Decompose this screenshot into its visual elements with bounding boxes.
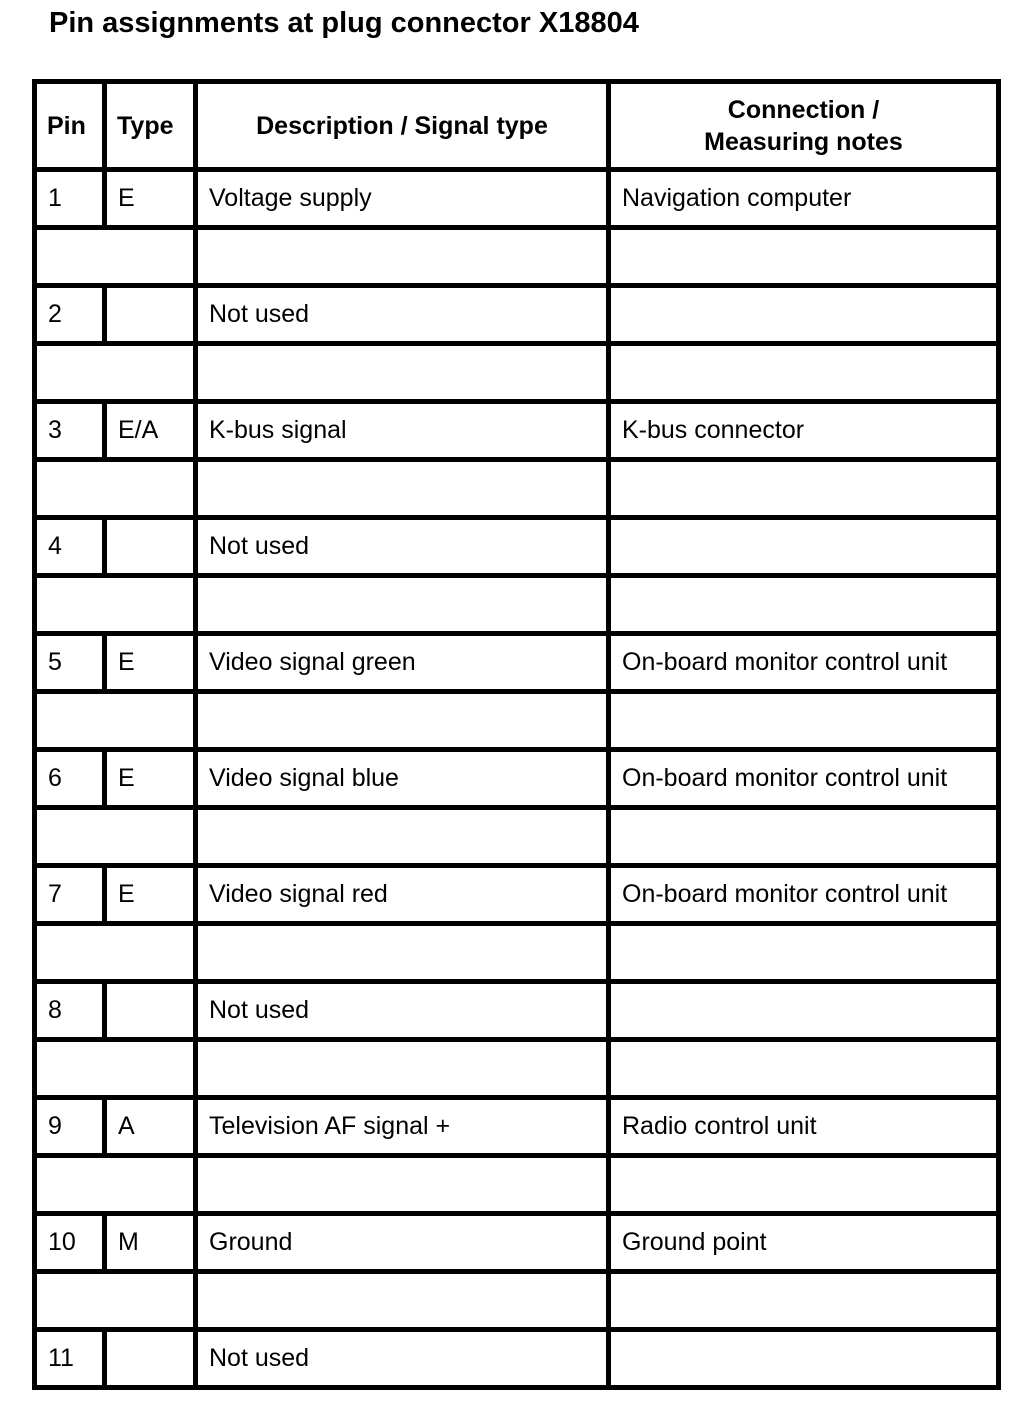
cell-description: Not used xyxy=(196,982,609,1040)
spacer-cell xyxy=(609,1040,999,1098)
cell-type: E xyxy=(105,634,196,692)
header-type: Type xyxy=(105,82,196,170)
header-pin: Pin xyxy=(35,82,105,170)
table-header-row xyxy=(35,82,999,170)
table-row xyxy=(35,634,999,692)
spacer-cell xyxy=(196,924,609,982)
cell-type: E xyxy=(105,170,196,228)
spacer-cell xyxy=(35,924,196,982)
spacer-cell xyxy=(196,692,609,750)
spacer-row xyxy=(35,1156,999,1214)
spacer-row xyxy=(35,692,999,750)
cell-connection xyxy=(609,286,999,344)
cell-connection xyxy=(609,1330,999,1388)
spacer-cell xyxy=(609,924,999,982)
cell-type xyxy=(105,1330,196,1388)
table-row xyxy=(35,1214,999,1272)
cell-connection: Ground point xyxy=(609,1214,999,1272)
cell-description: Video signal green xyxy=(196,634,609,692)
cell-type: E xyxy=(105,750,196,808)
cell-type: A xyxy=(105,1098,196,1156)
cell-pin: 11 xyxy=(35,1330,105,1388)
spacer-row xyxy=(35,924,999,982)
cell-type: E/A xyxy=(105,402,196,460)
cell-description: Video signal red xyxy=(196,866,609,924)
spacer-cell xyxy=(35,692,196,750)
table-row xyxy=(35,866,999,924)
cell-connection: On-board monitor control unit xyxy=(609,750,999,808)
cell-pin: 7 xyxy=(35,866,105,924)
spacer-cell xyxy=(609,808,999,866)
cell-connection: K-bus connector xyxy=(609,402,999,460)
cell-pin: 9 xyxy=(35,1098,105,1156)
spacer-cell xyxy=(35,1272,196,1330)
table-row xyxy=(35,982,999,1040)
table-row xyxy=(35,750,999,808)
cell-pin: 6 xyxy=(35,750,105,808)
spacer-cell xyxy=(196,576,609,634)
spacer-cell xyxy=(196,1040,609,1098)
cell-type xyxy=(105,286,196,344)
table-row xyxy=(35,1098,999,1156)
spacer-row xyxy=(35,576,999,634)
table-row xyxy=(35,286,999,344)
table-row xyxy=(35,170,999,228)
spacer-cell xyxy=(196,460,609,518)
spacer-cell xyxy=(196,808,609,866)
cell-type: E xyxy=(105,866,196,924)
cell-pin: 10 xyxy=(35,1214,105,1272)
cell-description: Television AF signal + xyxy=(196,1098,609,1156)
spacer-cell xyxy=(35,576,196,634)
header-connection-line2: Measuring notes xyxy=(704,127,903,156)
cell-description: K-bus signal xyxy=(196,402,609,460)
spacer-cell xyxy=(35,1040,196,1098)
header-description: Description / Signal type xyxy=(196,82,609,170)
cell-connection: On-board monitor control unit xyxy=(609,634,999,692)
spacer-cell xyxy=(609,576,999,634)
spacer-row xyxy=(35,460,999,518)
cell-description: Voltage supply xyxy=(196,170,609,228)
spacer-cell xyxy=(609,228,999,286)
cell-pin: 1 xyxy=(35,170,105,228)
cell-connection xyxy=(609,518,999,576)
table-row xyxy=(35,518,999,576)
spacer-cell xyxy=(609,344,999,402)
table-row xyxy=(35,402,999,460)
table-row xyxy=(35,1330,999,1388)
spacer-cell xyxy=(35,228,196,286)
spacer-cell xyxy=(609,1272,999,1330)
cell-connection: Navigation computer xyxy=(609,170,999,228)
spacer-row xyxy=(35,228,999,286)
cell-connection xyxy=(609,982,999,1040)
spacer-row xyxy=(35,344,999,402)
spacer-cell xyxy=(196,228,609,286)
spacer-cell xyxy=(35,808,196,866)
spacer-cell xyxy=(35,1156,196,1214)
cell-description: Not used xyxy=(196,286,609,344)
cell-type: M xyxy=(105,1214,196,1272)
header-connection-line1: Connection / xyxy=(727,95,880,124)
header-connection xyxy=(609,82,999,170)
page-title: Pin assignments at plug connector X18804 xyxy=(49,7,639,39)
spacer-cell xyxy=(196,1272,609,1330)
spacer-cell xyxy=(35,460,196,518)
cell-type xyxy=(105,982,196,1040)
cell-description: Video signal blue xyxy=(196,750,609,808)
cell-pin: 8 xyxy=(35,982,105,1040)
cell-description: Not used xyxy=(196,1330,609,1388)
cell-connection: On-board monitor control unit xyxy=(609,866,999,924)
cell-pin: 2 xyxy=(35,286,105,344)
table-body xyxy=(35,170,999,1388)
spacer-cell xyxy=(609,460,999,518)
spacer-cell xyxy=(196,344,609,402)
pin-assignment-table xyxy=(32,79,1001,1390)
cell-pin: 5 xyxy=(35,634,105,692)
cell-description: Not used xyxy=(196,518,609,576)
spacer-cell xyxy=(609,1156,999,1214)
cell-pin: 4 xyxy=(35,518,105,576)
spacer-cell xyxy=(35,344,196,402)
spacer-cell xyxy=(196,1156,609,1214)
cell-description: Ground xyxy=(196,1214,609,1272)
cell-pin: 3 xyxy=(35,402,105,460)
cell-type xyxy=(105,518,196,576)
spacer-row xyxy=(35,808,999,866)
spacer-cell xyxy=(609,692,999,750)
spacer-row xyxy=(35,1272,999,1330)
spacer-row xyxy=(35,1040,999,1098)
cell-connection: Radio control unit xyxy=(609,1098,999,1156)
